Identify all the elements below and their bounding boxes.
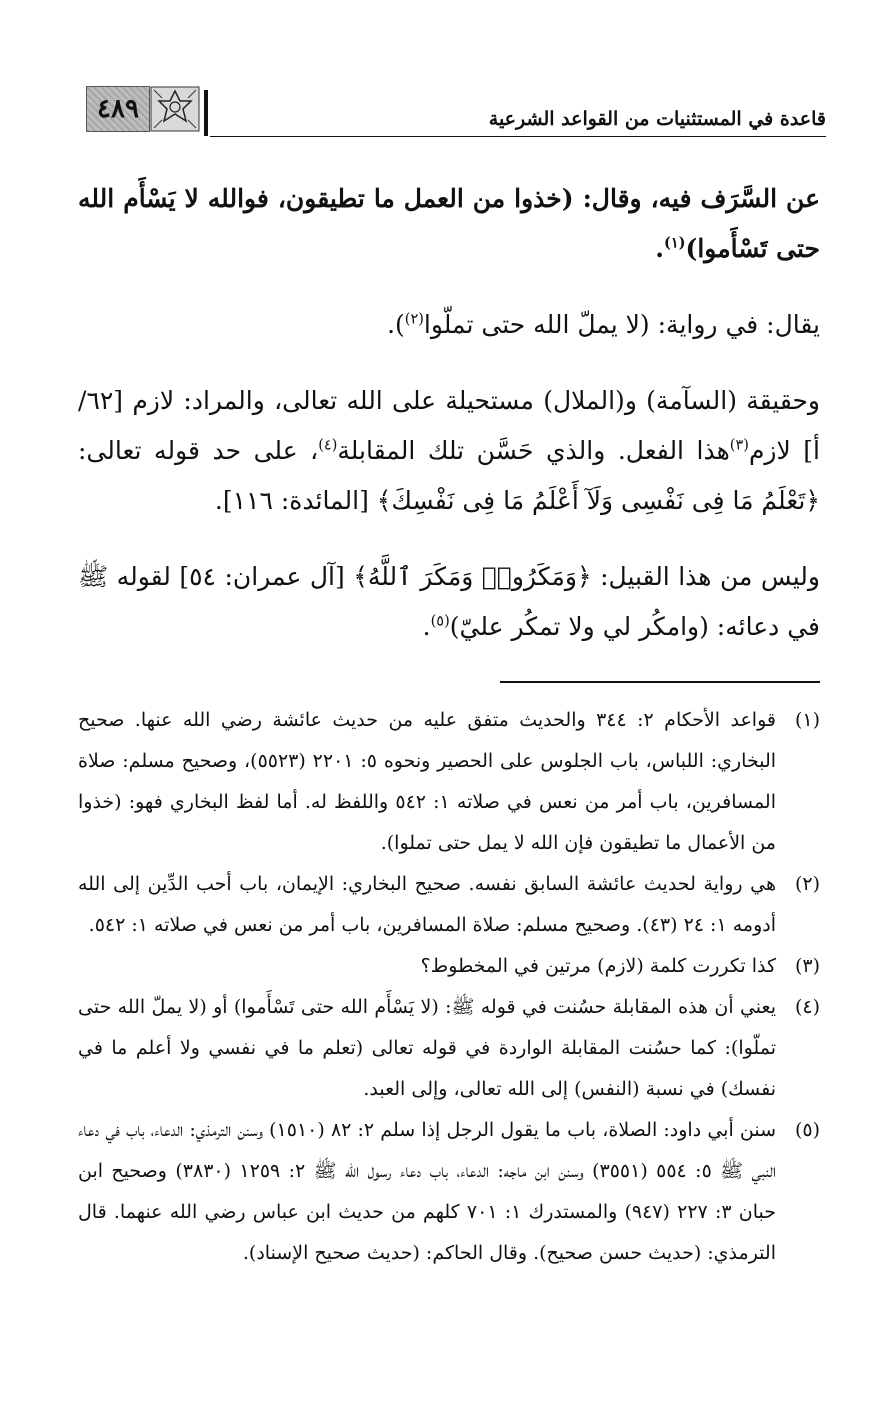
footnote-ref: (١) [663,234,686,252]
footnote-separator [500,681,820,683]
paragraph-4: وليس من هذا القبيل: ﴿وَمَكَرُوا۟ وَمَكَرَ ٱللَّهُ﴾ [آل عمران: ٥٤] لقوله ﷺ في دعائه: (وامكُر لي ولا تمكُر عليّ)$^{(٥)}$. [78,562,820,641]
footnote-text: سنن أبي داود: الصلاة، باب ما يقول الرجل إذا سلم ٢: ٨٢ (١٥١٠) وسنن الترمذي: الدعاء، باب في دعاء النبي ﷺ ٥: ٥٥٤ (٣٥٥١) وسنن ابن ماجه: الدعاء، باب دعاء رسول الله ﷺ ٢: ١٢٥٩ (٣٨٣٠) وصحيح ابن حبان ٣: ٢٢٧ (٩٤٧) والمستدرك ١: ٧٠١ كلهم من حديث ابن عباس رضي الله عنهما. قال الترمذي: (حديث حسن صحيح). وقال الحاكم: (حديث صحيح الإسناد). [78,1119,776,1264]
footnote-ref: (٥) [430,613,450,630]
footnote-item [78,946,820,987]
header-rule [210,136,826,137]
footnote-number: (١) [794,709,820,731]
footnote-text: هي رواية لحديث عائشة السابق نفسه. صحيح البخاري: الإيمان، باب أحب الدِّين إلى الله أدومه ١: ٢٤ (٤٣). وصحيح مسلم: صلاة المسافرين، باب أمر من نعس في صلاته ١: ٥٤٢. [78,873,776,936]
footnote-item [78,987,820,1110]
footnote-number: (٢) [794,873,820,895]
footnote-ref: (٣) [729,437,749,454]
footnote-text: يعني أن هذه المقابلة حسُنت في قوله ﷺ: (لا يَسْأَم الله حتى تَسْأَموا) أو (لا يملّ الله حتى تملّوا): كما حسُنت المقابلة الواردة في قوله تعالى (تعلم ما في نفسي ولا أعلم ما في نفسك) في نسبة (النفس) إلى الله تعالى، وإلى العبد. [78,996,776,1100]
footnote-number: (٣) [794,955,820,977]
footnotes [78,700,820,1274]
ornament-icon [150,86,200,132]
header-divider-bar [204,90,208,136]
footnote-ref: (٤) [318,437,338,454]
footnote-text: كذا تكررت كلمة (لازم) مرتين في المخطوط؟ [420,955,776,977]
paragraph-1: عن السَّرَف فيه، وقال: (خذوا من العمل ما تطيقون، فوالله لا يَسْأَم الله حتى تَسْأَموا)$^{(١)}$. [78,184,820,263]
main-text [78,174,820,678]
footnote-item [78,1110,820,1274]
footnote-item [78,864,820,946]
footnote-number: (٤) [794,996,820,1018]
paragraph-3: وحقيقة (السآمة) و(الملال) مستحيلة على الله تعالى، والمراد: لازم [٦٢/أ] لازم$^{(٣)}$هذا الفعل. والذي حَسَّن تلك المقابلة$^{(٤)}$، على حد قوله تعالى: ﴿تَعْلَمُ مَا فِى نَفْسِى وَلَآ أَعْلَمُ مَا فِى نَفْسِكَ﴾ [المائدة: ١١٦]. [78,386,820,515]
paragraph-2: يقال: في رواية: (لا يملّ الله حتى تملّوا$^{(٢)}$). [387,310,820,339]
footnote-number: (٥) [794,1119,820,1141]
running-title: قاعدة في المستثنيات من القواعد الشرعية [488,108,826,130]
page-header [86,86,826,138]
footnote-item [78,700,820,864]
footnote-ref: (٢) [404,311,424,328]
footnote-text: قواعد الأحكام ٢: ٣٤٤ والحديث متفق عليه من حديث عائشة رضي الله عنها. صحيح البخاري: اللباس، باب الجلوس على الحصير ونحوه ٥: ٢٢٠١ (٥٥٢٣)، وصحيح مسلم: صلاة المسافرين، باب أمر من نعس في صلاته ١: ٥٤٢ واللفظ له. أما لفظ البخاري فهو: (خذوا من الأعمال ما تطيقون فإن الله لا يمل حتى تملوا). [78,709,777,854]
page-number: ٤٨٩ [86,86,150,132]
